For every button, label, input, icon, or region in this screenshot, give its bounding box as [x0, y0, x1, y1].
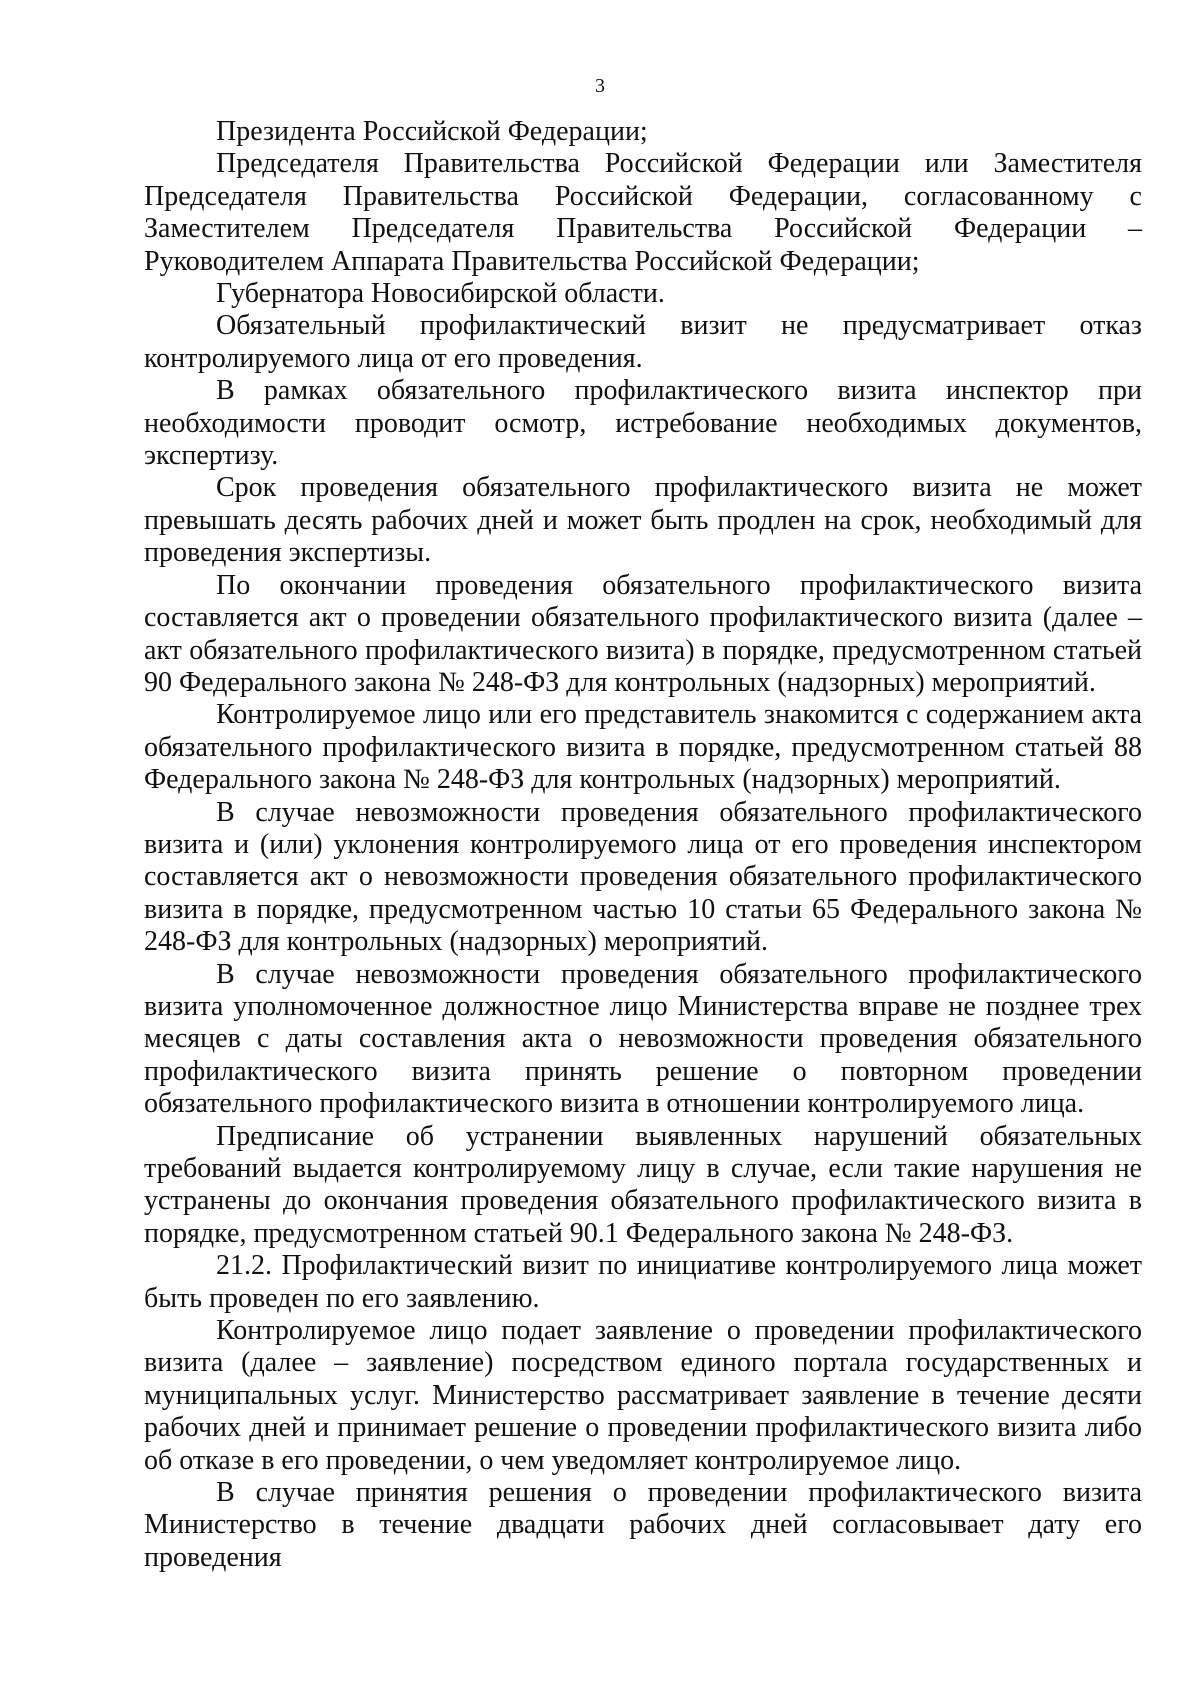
- page-number: 3: [595, 75, 605, 97]
- paragraph: Контролируемое лицо или его представитель знакомится с содержанием акта обязательного профилактического визита в порядке, предусмотренном статьей 88 Федерального закона № 248-ФЗ для контрольных (надзорных) мероприятий.: [144, 699, 1142, 796]
- paragraph: В случае принятия решения о проведении профилактического визита Министерство в течение двадцати рабочих дней согласовывает дату его проведения: [144, 1477, 1142, 1573]
- paragraph: В рамках обязательного профилактического визита инспектор при необходимости проводит осмотр, истребование необходимых документов, экспертизу.: [144, 375, 1142, 472]
- paragraph: 21.2. Профилактический визит по инициативе контролируемого лица может быть проведен по его заявлению.: [144, 1250, 1142, 1314]
- paragraph: По окончании проведения обязательного профилактического визита составляется акт о проведении обязательного профилактического визита (далее – акт обязательного профилактического визита) в порядке, предусмотренном статьей 90 Федерального закона № 248-ФЗ для контрольных (надзорных) мероприятий.: [144, 569, 1142, 698]
- paragraph: Контролируемое лицо подает заявление о проведении профилактического визита (далее – заявление) посредством единого портала государственных и муниципальных услуг. Министерство рассматривает заявление в течение десяти рабочих дней и принимает решение о проведении профилактического визита либо об отказе в его проведении, о чем уведомляет контролируемое лицо.: [144, 1315, 1142, 1476]
- paragraph: Президента Российской Федерации;: [216, 116, 648, 147]
- paragraph: Председателя Правительства Российской Федерации или Заместителя Председателя Правительства Российской Федерации, согласованному с Заместителем Председателя Правительства Российской Федерации – Руководителем Аппарата Правительства Российской Федерации;: [144, 148, 1142, 277]
- paragraph: Губернатора Новосибирской области.: [216, 278, 665, 310]
- paragraph: Срок проведения обязательного профилактического визита не может превышать десять рабочих дней и может быть продлен на срок, необходимый для проведения экспертизы.: [144, 472, 1142, 569]
- paragraph: В случае невозможности проведения обязательного профилактического визита уполномоченное должностное лицо Министерства вправе не позднее трех месяцев с даты составления акта о невозможности проведения обязательного профилактического визита принять решение о повторном проведении обязательного профилактического визита в отношении контролируемого лица.: [144, 958, 1142, 1120]
- paragraph: Предписание об устранении выявленных нарушений обязательных требований выдается контролируемому лицу в случае, если такие нарушения не устранены до окончания проведения обязательного профилактического визита в порядке, предусмотренном статьей 90.1 Федерального закона № 248-ФЗ.: [144, 1120, 1142, 1249]
- paragraph: В случае невозможности проведения обязательного профилактического визита и (или) уклонения контролируемого лица от его проведения инспектором составляется акт о невозможности проведения обязательного профилактического визита в порядке, предусмотренном частью 10 статьи 65 Федерального закона № 248-ФЗ для контрольных (надзорных) мероприятий.: [144, 796, 1142, 958]
- document-body: [144, 116, 1142, 1574]
- paragraph: Обязательный профилактический визит не предусматривает отказ контролируемого лица от его проведения.: [144, 310, 1142, 374]
